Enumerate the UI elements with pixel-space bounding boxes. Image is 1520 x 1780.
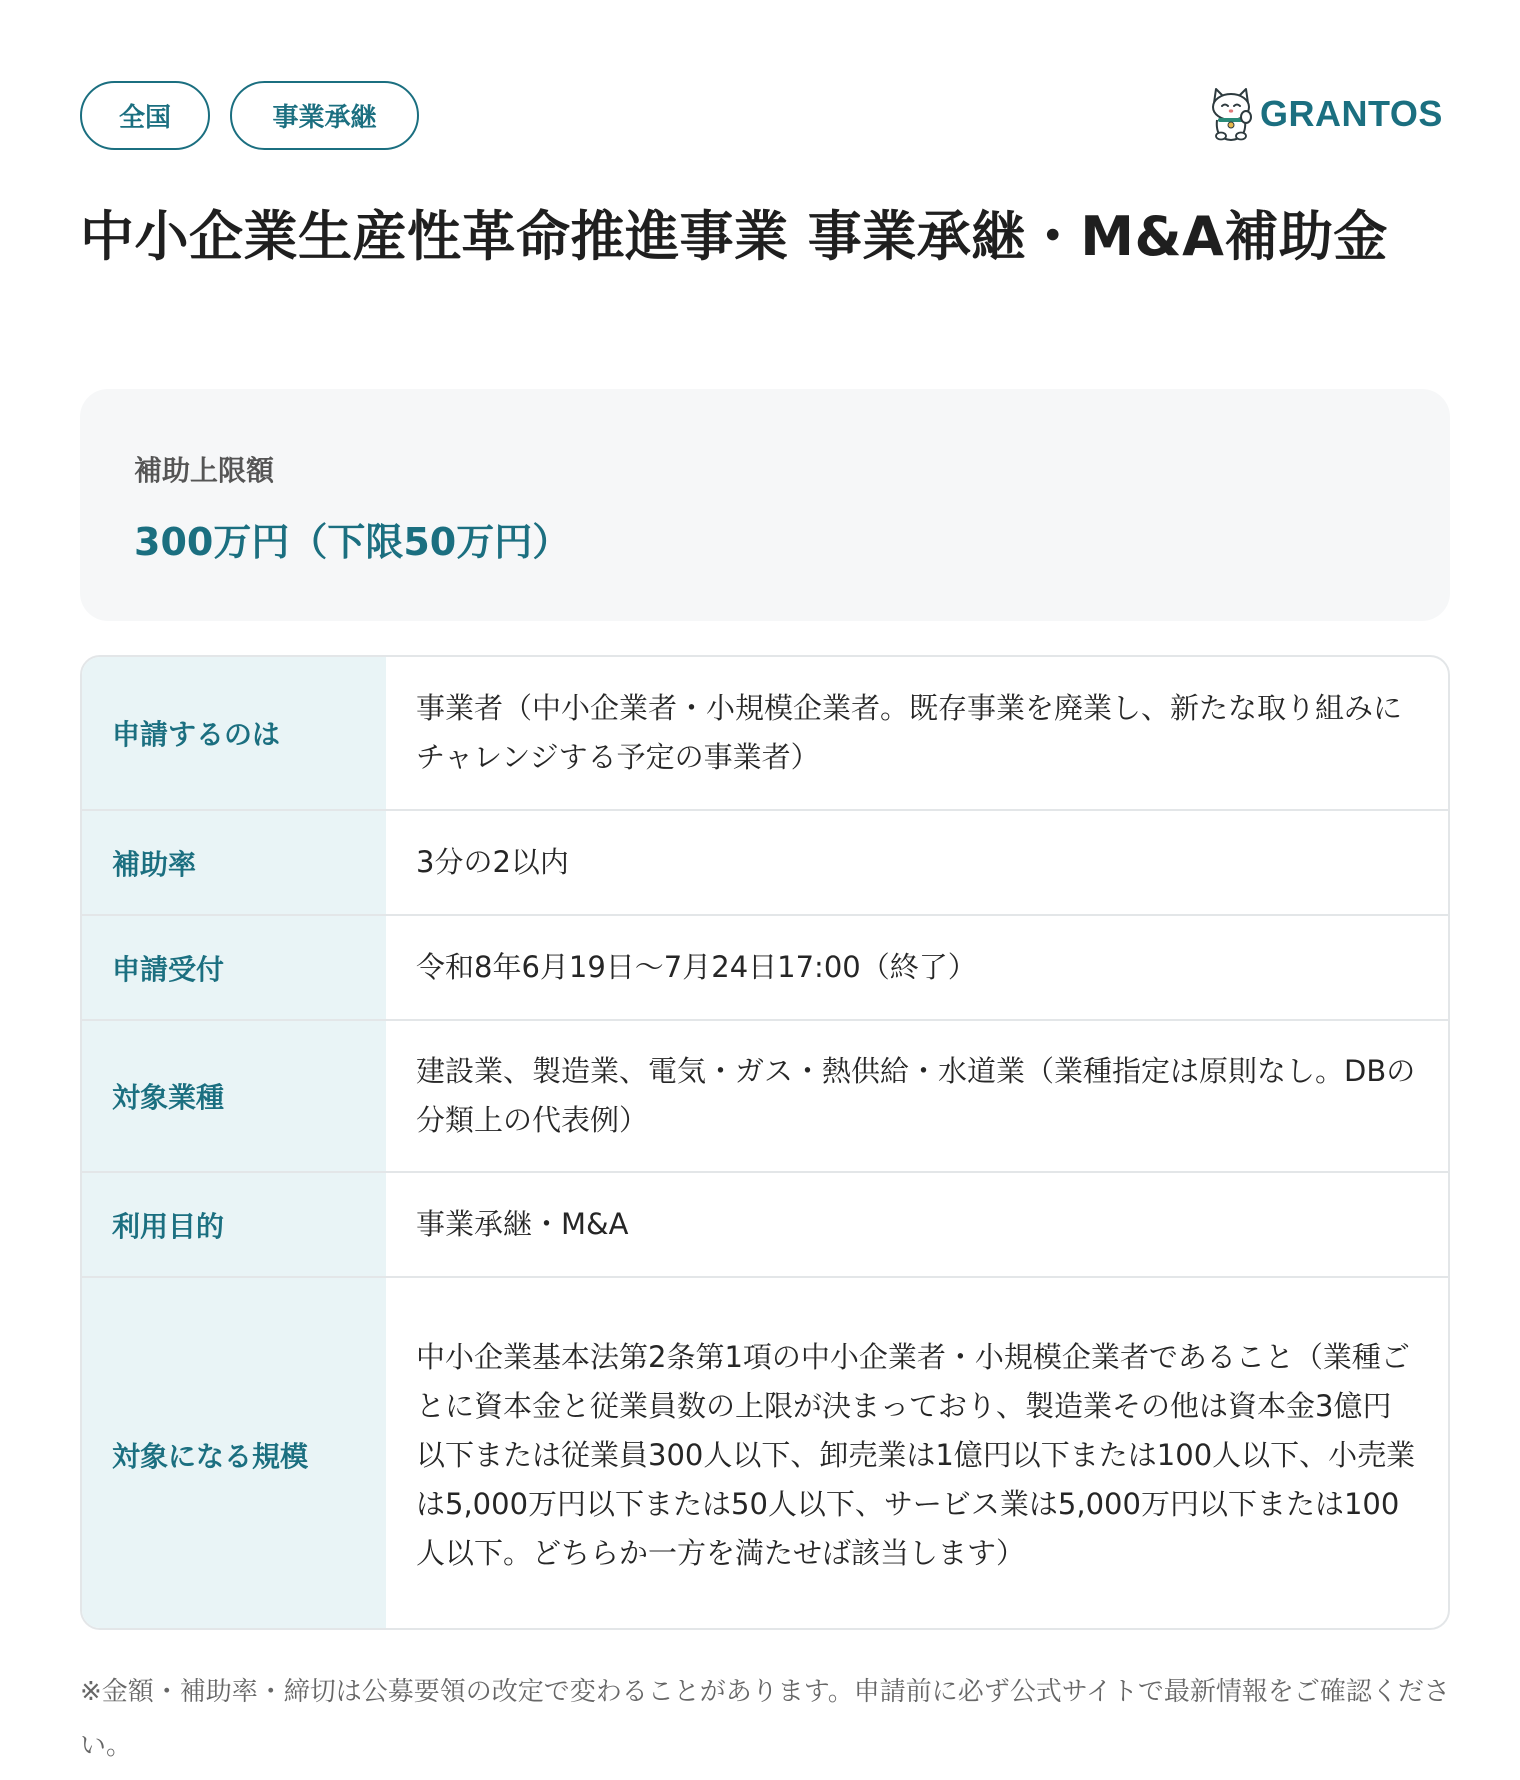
row-label: 補助率 [82,811,386,914]
row-value-text: 建設業、製造業、電気・ガス・熱供給・水道業（業種指定は原則なし。DBの分類上の代表例） [416,1054,1416,1137]
row-value [386,657,1448,809]
table-row [82,1276,1448,1630]
lucky-cat-icon [1206,85,1256,143]
row-value-text: 令和8年6月19日〜7月24日17:00（終了） [416,950,977,984]
row-value-text: 事業承継・M&A [416,1207,629,1241]
row-value [386,916,1448,1019]
row-label: 利用目的 [82,1173,386,1276]
row-value-text: 事業者（中小企業者・小規模企業者。既存事業を廃業し、新たな取り組みにチャレンジする予定の事業者） [416,691,1403,774]
limit-value: 300万円（下限50万円） [134,520,571,564]
row-value-text: 3分の2以内 [416,845,569,879]
row-value [386,1278,1448,1630]
region-tag[interactable]: 全国 [80,81,210,150]
row-label: 対象になる規模 [82,1278,386,1630]
limit-label: 補助上限額 [134,454,275,487]
row-label: 申請するのは [82,657,386,809]
brand-name: GRANTOS [1260,93,1443,134]
table-row [82,1019,1448,1171]
category-tag[interactable]: 事業承継 [230,81,419,150]
row-value-text: 中小企業基本法第2条第1項の中小企業者・小規模企業者であること（業種ごとに資本金と従業員数の上限が決まっており、製造業その他は資本金3億円以下または従業員300人以下、卸売業は1億円以下または100人以下、小売業は5,000万円以下または50人以下、サービス業は5,000万円以下または100人以下。どちらか一方を満たせば該当します） [416,1339,1416,1570]
table-row [82,809,1448,914]
row-value [386,1173,1448,1276]
disclaimer-note: ※金額・補助率・締切は公募要領の改定で変わることがあります。申請前に必ず公式サイトで最新情報をご確認ください。 [80,1677,1450,1761]
page-title: 中小企業生産性革命推進事業 事業承継・M&A補助金 [80,205,1388,268]
table-row [82,1171,1448,1276]
brand-logo[interactable] [1206,84,1450,144]
row-value [386,1021,1448,1171]
table-row [82,657,1448,809]
row-label: 対象業種 [82,1021,386,1171]
table-row [82,914,1448,1019]
row-value [386,811,1448,914]
row-label: 申請受付 [82,916,386,1019]
info-table [80,655,1450,1630]
limit-card [80,389,1450,621]
